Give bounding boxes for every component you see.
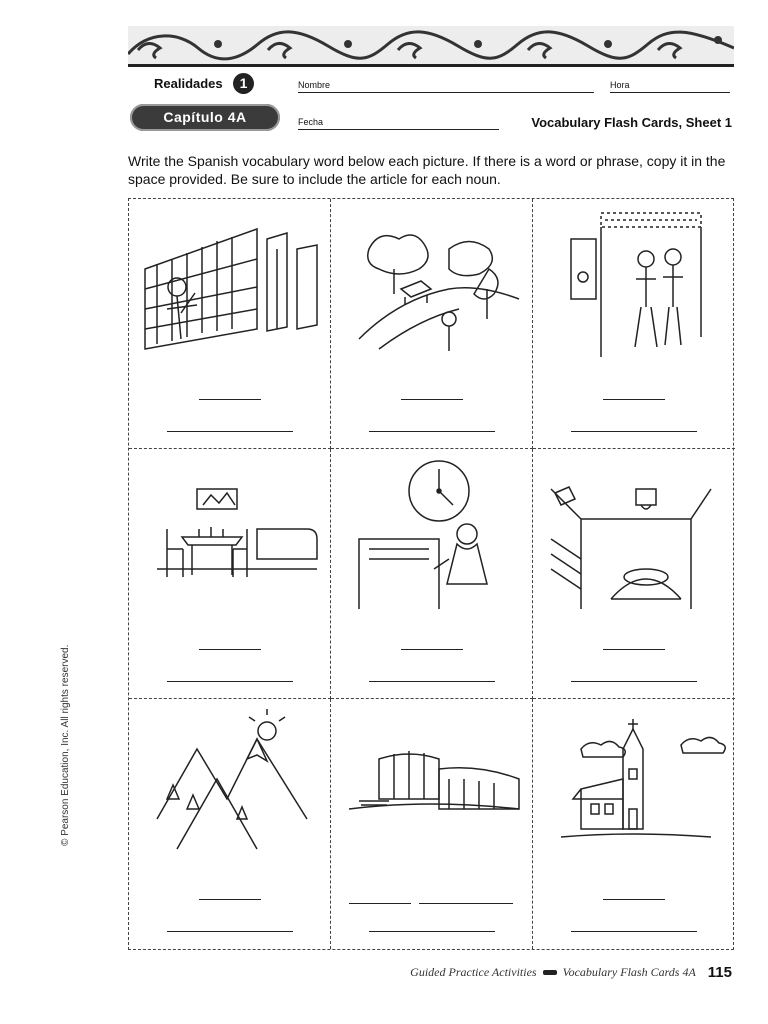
name-field[interactable] [298, 80, 594, 93]
decorative-banner [128, 26, 734, 67]
answer-line-long[interactable] [369, 931, 495, 932]
footer-book: Guided Practice Activities [410, 965, 537, 979]
answer-line-short[interactable] [199, 399, 261, 400]
answer-line-short[interactable] [401, 649, 463, 650]
answer-line-long[interactable] [571, 681, 697, 682]
level-badge: 1 [233, 73, 254, 94]
work-icon [339, 459, 525, 609]
gym-icon [541, 459, 727, 609]
page-footer [410, 964, 732, 981]
restaurant-icon [137, 459, 323, 609]
flash-card [533, 199, 735, 449]
hour-field-label: Hora [610, 80, 630, 90]
flash-card-grid [128, 198, 734, 950]
answer-line-long[interactable] [167, 431, 293, 432]
series-title: Realidades [154, 76, 223, 91]
chapter-badge: Capítulo 4A [130, 104, 280, 131]
answer-line-long[interactable] [369, 681, 495, 682]
name-field-label: Nombre [298, 80, 331, 90]
library-icon [137, 209, 323, 359]
flash-card [129, 699, 331, 949]
mountains-icon [137, 709, 323, 859]
flash-card [331, 449, 533, 699]
footer-separator [543, 970, 557, 975]
answer-line-long[interactable] [571, 931, 697, 932]
footer-section: Vocabulary Flash Cards 4A [562, 965, 696, 979]
answer-line-long[interactable] [369, 431, 495, 432]
answer-line-medium[interactable] [419, 903, 513, 904]
flash-card [129, 199, 331, 449]
flash-card [129, 449, 331, 699]
page-number: 115 [707, 964, 732, 981]
date-field[interactable] [298, 117, 499, 130]
church-icon [541, 709, 727, 859]
flash-card [331, 699, 533, 949]
park-icon [339, 209, 525, 359]
copyright: © Pearson Education, Inc. All rights reserved. [60, 644, 71, 846]
answer-line-short[interactable] [199, 899, 261, 900]
answer-line-long[interactable] [167, 931, 293, 932]
hour-field[interactable] [610, 80, 730, 93]
flash-card [533, 699, 735, 949]
shopping-center-icon [339, 709, 525, 859]
answer-line-short[interactable] [401, 399, 463, 400]
answer-line-long[interactable] [571, 431, 697, 432]
instructions: Write the Spanish vocabulary word below each picture. If there is a word or phrase, copy it in the space provided. Be sure to include the article for each noun. [128, 153, 726, 187]
sheet-title: Vocabulary Flash Cards, Sheet 1 [531, 115, 732, 130]
answer-line-short[interactable] [349, 903, 411, 904]
answer-line-short[interactable] [603, 399, 665, 400]
answer-line-short[interactable] [199, 649, 261, 650]
answer-line-short[interactable] [603, 899, 665, 900]
movie-theater-icon [541, 209, 727, 359]
answer-line-short[interactable] [603, 649, 665, 650]
answer-line-long[interactable] [167, 681, 293, 682]
flash-card [533, 449, 735, 699]
date-field-label: Fecha [298, 117, 324, 127]
flash-card [331, 199, 533, 449]
